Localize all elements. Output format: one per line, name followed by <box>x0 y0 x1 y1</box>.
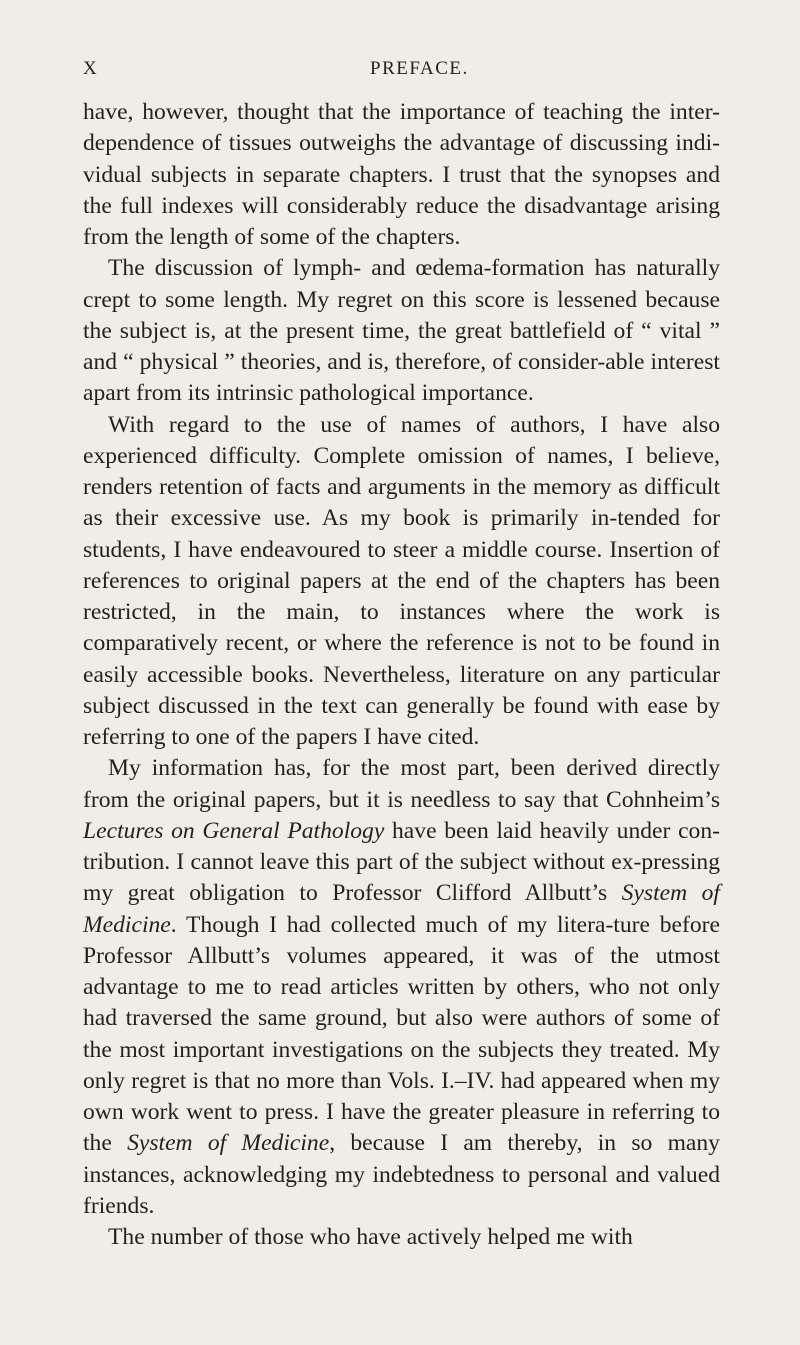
paragraph-continued <box>83 97 720 253</box>
text-segment: have, however, thought that the importance of teaching the inter-dependence of tissues outweighs the advantage of discussing indi-vidual subjects in separate chapters. I trust that the synopses and the full indexes will considerably reduce the disadvantage arising from the length of some of the chapters. <box>83 99 720 250</box>
paragraph-sources <box>83 753 720 1222</box>
running-title: PREFACE. <box>370 58 469 79</box>
text-segment: . Though I had collected much of my litera-ture before Professor Allbutt’s volumes appeared, it was of the utmost advantage to me to read articles written by others, who not only had traversed the same ground, but also were authors of some of the most important investigations on the subjects they treated. My only regret is that no more than Vols. I.–IV. had appeared when my own work went to press. I have the greater pleasure in referring to the <box>83 911 720 1157</box>
text-segment: have been laid heavily under con-tribution. I cannot leave this part of the subject without ex-pressing my great obligation to Professor Clifford Allbutt’s <box>83 817 720 907</box>
book-title-cohnheim: Lectures on General Pathology <box>83 817 385 844</box>
text-segment: The number of those who have actively helped me with <box>108 1224 633 1250</box>
text-segment: With regard to the use of names of authors, I have also experienced difficulty. Complete omission of names, I believe, renders retention of facts and arguments in the memory as difficult as their excessive use. As my book is primarily in-tended for students, I have endeavoured to steer a middle course. Insertion of references to original papers at the end of the chapters has been restricted, in the main, to instances where the work is comparatively recent, or where the reference is not to be found in easily accessible books. Nevertheless, literature on any particular subject discussed in the text can generally be found with ease by referring to one of the papers I have cited. <box>83 411 720 750</box>
page-number: X <box>83 58 99 79</box>
book-title-system-of-medicine: System of Medicine <box>127 1130 330 1157</box>
text-segment: , because I am thereby, in so many instances, acknowledging my indebtedness to personal and valued friends. <box>83 1130 720 1219</box>
text-segment: My information has, for the most part, been derived directly from the original papers, but it is needless to say that Cohnheim’s <box>83 755 720 813</box>
paragraph-helpers <box>83 1222 720 1253</box>
running-head <box>83 58 720 84</box>
paragraph-authors <box>83 410 720 754</box>
book-title-system-of-medicine: System of Medicine <box>83 880 720 938</box>
body-text <box>83 97 720 1253</box>
paragraph-oedema <box>83 253 720 409</box>
text-segment: The discussion of lymph- and œdema-formation has naturally crept to some length. My regret on this score is lessened because the subject is, at the present time, the great battlefield of “ vital ” and “ physical ” theories, and is, therefore, of consider-able interest apart from its intrinsic pathological importance. <box>83 255 720 407</box>
